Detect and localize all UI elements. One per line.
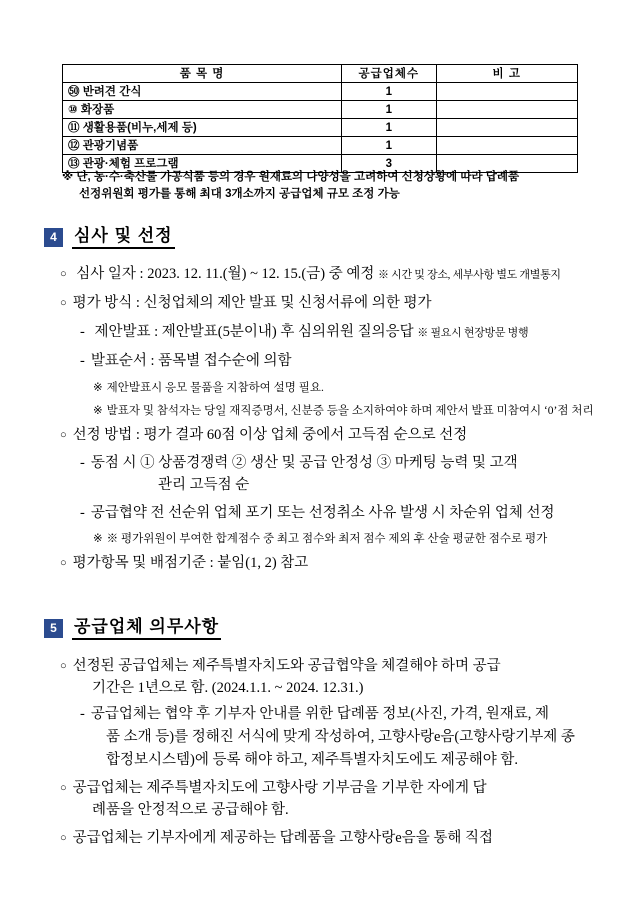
cell-item-name: ⑩ 화장품	[63, 101, 342, 119]
cell-item-name: ⑫ 관광기념품	[63, 137, 342, 155]
table-footnote	[62, 169, 592, 203]
table-row	[63, 83, 578, 101]
section-title-5: 공급업체 의무사항	[72, 617, 221, 640]
item-direct-delivery-line1: ○ 공급업체는 기부자에게 제공하는 답례품을 고향사랑e음을 통해 직접	[60, 828, 638, 849]
item-presentation-text: 제안발표 : 제안발표(5분이내) 후 심의위원 질의응답	[94, 324, 414, 340]
cell-supplier-count: 1	[342, 101, 436, 119]
item-presentation-note: ※ 필요시 현장방문 병행	[417, 327, 529, 339]
table-header-item-name: 품 목 명	[63, 65, 342, 83]
item-review-date-note: ※ 시간 및 장소, 세부사항 별도 개별통지	[378, 269, 561, 281]
item-registration-line1: - 공급업체는 협약 후 기부자 안내를 위한 답례품 정보(사진, 가격, 원재료, 제	[60, 704, 640, 725]
table-row	[63, 119, 578, 137]
section-heading-4	[44, 226, 175, 249]
item-selection-method: ○ 선정 방법 : 평가 결과 60점 이상 업체 중에서 고득점 순으로 선정	[60, 425, 623, 446]
cell-note	[436, 83, 578, 101]
cell-supplier-count: 1	[342, 83, 436, 101]
table-footnote-line2: 선정위원회 평가를 통해 최대 3개소까지 공급업체 규모 조정 가능	[79, 188, 400, 200]
item-registration-line3: 합정보시스템)에 등록 해야 하고, 제주특별자치도에도 제공해야 함.	[106, 752, 519, 768]
table-header-note: 비 고	[436, 65, 578, 83]
cell-supplier-count: 1	[342, 119, 436, 137]
item-agreement-line1: ○ 선정된 공급업체는 제주특별자치도와 공급협약을 체결해야 하며 공급	[60, 656, 623, 677]
cell-note	[436, 137, 578, 155]
table-row	[63, 101, 578, 119]
cell-note	[436, 119, 578, 137]
item-note-score-average: ※ ※ 평가위원이 부여한 합계점수 중 최고 점수와 최저 점수 제외 후 산술 평균한 점수로 평가	[60, 530, 640, 549]
table-header-supplier-count: 공급업체수	[342, 65, 436, 83]
item-agreement-line2: 기간은 1년으로 함. (2024.1.1. ~ 2024. 12.31.)	[92, 680, 364, 696]
item-note-bring-product: ※ 제안발표시 응모 물품을 지참하여 설명 필요.	[60, 379, 640, 398]
cell-item-name: ㊿ 반려견 간식	[63, 83, 342, 101]
item-tiebreak-line1: - 동점 시 ① 상품경쟁력 ② 생산 및 공급 안정성 ③ 마케팅 능력 및 고객	[60, 453, 637, 474]
section-heading-5	[44, 617, 221, 640]
item-table	[62, 64, 578, 173]
item-waiver-next-rank: - 공급협약 전 선순위 업체 포기 또는 선정취소 사유 발생 시 차순위 업체 선정	[60, 503, 640, 524]
item-tiebreak-line2: 관리 고득점 순	[158, 477, 250, 493]
section-number-4: 4	[44, 228, 63, 247]
item-evaluation-criteria: ○ 평가항목 및 배점기준 : 붙임(1, 2) 참고	[60, 553, 623, 574]
table-footnote-line1: ※ 단, 농·수·축산물 가공식품 등의 경우 원재료의 다양성을 고려하여 신청상황에 따라 답례품	[62, 171, 520, 183]
item-presentation-order: - 발표순서 : 품목별 접수순에 의함	[60, 351, 632, 372]
item-evaluation-method: ○ 평가 방식 : 신청업체의 제안 발표 및 신청서류에 의한 평가	[60, 293, 618, 314]
item-registration-line2: 품 소개 등)를 정해진 서식에 맞게 작성하여, 고향사랑e음(고향사랑기부제 종	[106, 729, 575, 745]
cell-item-name: ⑬ 관광·체험 프로그램	[63, 155, 342, 173]
section-title-4: 심사 및 선정	[72, 226, 175, 249]
cell-supplier-count: 1	[342, 137, 436, 155]
item-table-wrapper	[62, 64, 578, 173]
cell-item-name: ⑪ 생활용품(비누,세제 등)	[63, 119, 342, 137]
table-row	[63, 137, 578, 155]
table-header-row	[63, 65, 578, 83]
item-stable-supply-line1: ○ 공급업체는 제주특별자치도에 고향사랑 기부금을 기부한 자에게 답	[60, 778, 623, 799]
section-number-5: 5	[44, 619, 63, 638]
cell-note	[436, 101, 578, 119]
item-presentation	[60, 322, 632, 344]
item-note-attendee-id: ※ 발표자 및 참석자는 당일 재직증명서, 신분증 등을 소지하여야 하며 제안서 발표 미참여시 ‘0’점 처리	[60, 402, 640, 421]
item-review-date-text: 심사 일자 : 2023. 12. 11.(월) ~ 12. 15.(금) 중 예정	[76, 266, 375, 282]
cell-supplier-count: 3	[342, 155, 436, 173]
item-review-date	[60, 264, 618, 286]
item-stable-supply-line2: 례품을 안정적으로 공급해야 함.	[92, 802, 289, 818]
